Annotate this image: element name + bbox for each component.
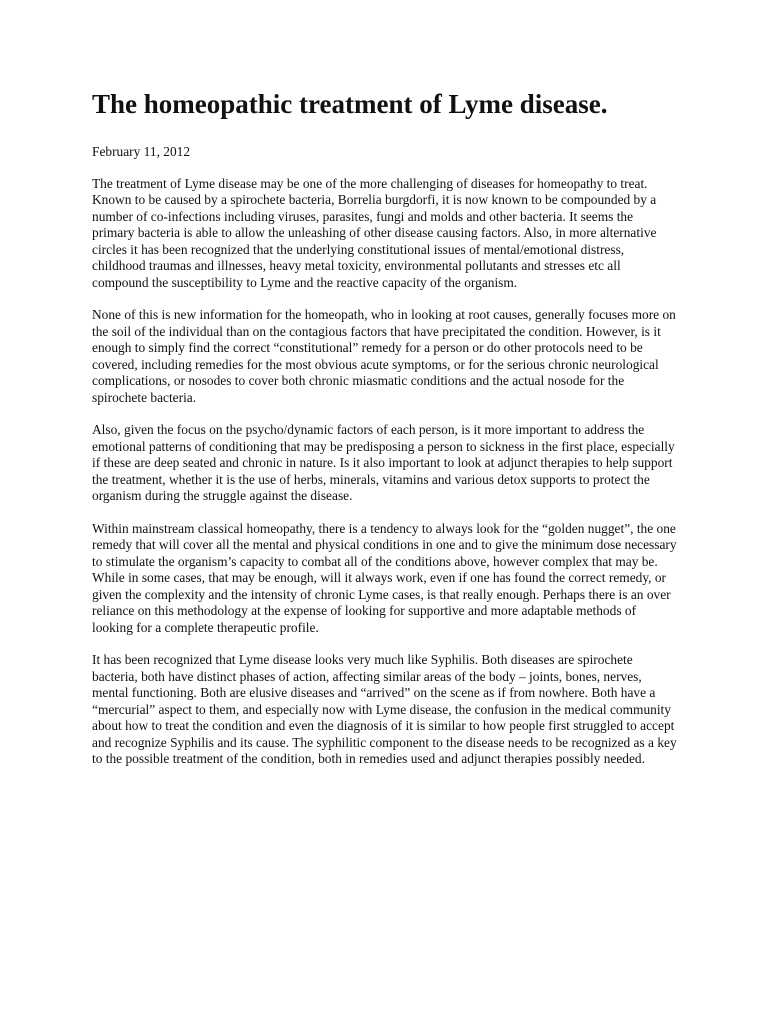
article-title: The homeopathic treatment of Lyme disease. (92, 89, 608, 119)
article-paragraph: None of this is new information for the homeopath, who in looking at root causes, generally focuses more on the soil of the individual than on the contagious factors that have precipitated the condition. However, is it enough to simply find the correct “constitutional” remedy for a person or do other protocols need to be covered, including remedies for the most obvious acute symptoms, or for the serious chronic neurological complications, or nosodes to cover both chronic miasmatic conditions and the actual nosode for the spirochete bacteria. (92, 307, 676, 405)
article-paragraph: Also, given the focus on the psycho/dynamic factors of each person, is it more important to address the emotional patterns of conditioning that may be predisposing a person to sickness in the first place, especially if these are deep seated and chronic in nature. Is it also important to look at adjunct therapies to help support the treatment, whether it is the use of herbs, minerals, vitamins and various detox supports to protect the organism during the struggle against the disease. (92, 422, 675, 503)
article-paragraph: It has been recognized that Lyme disease looks very much like Syphilis. Both diseases are spirochete bacteria, both have distinct phases of action, affecting similar areas of the body – joints, bones, nerves, mental functioning. Both are elusive diseases and “arrived” on the scene as if from nowhere. Both have a “mercurial” aspect to them, and especially now with Lyme disease, the confusion in the medical community about how to treat the condition and even the diagnosis of it is similar to how people first struggled to accept and recognize Syphilis and its cause. The syphilitic component to the disease needs to be recognized as a key to the possible treatment of the condition, both in remedies used and adjunct therapies possibly needed. (92, 652, 677, 766)
article-paragraph: The treatment of Lyme disease may be one of the more challenging of diseases for homeopathy to treat. Known to be caused by a spirochete bacteria, Borrelia burgdorfi, it is now known to be compounded by a number of co-infections including viruses, parasites, fungi and molds and other bacteria. It seems the primary bacteria is able to allow the unleashing of other disease causing factors. Also, in more alternative circles it has been recognized that the underlying constitutional issues of mental/emotional distress, childhood traumas and illnesses, heavy metal toxicity, environmental pollutants and stresses etc all compound the susceptibility to Lyme and the reactive capacity of the organism. (92, 175, 657, 290)
article-date: February 11, 2012 (92, 144, 191, 159)
article-paragraph: Within mainstream classical homeopathy, there is a tendency to always look for the “golden nugget”, the one remedy that will cover all the mental and physical conditions in one and to give the minimum dose necessary to stimulate the organism’s capacity to combat all of the conditions above, however complex that may be. While in some cases, that may be enough, will it always work, even if one has found the correct remedy, or given the complexity and the intensity of chronic Lyme cases, is that really enough. Perhaps there is an over reliance on this methodology at the expense of looking for supportive and more adaptable methods of looking for a complete therapeutic profile. (92, 520, 677, 635)
article-body (92, 88, 678, 768)
